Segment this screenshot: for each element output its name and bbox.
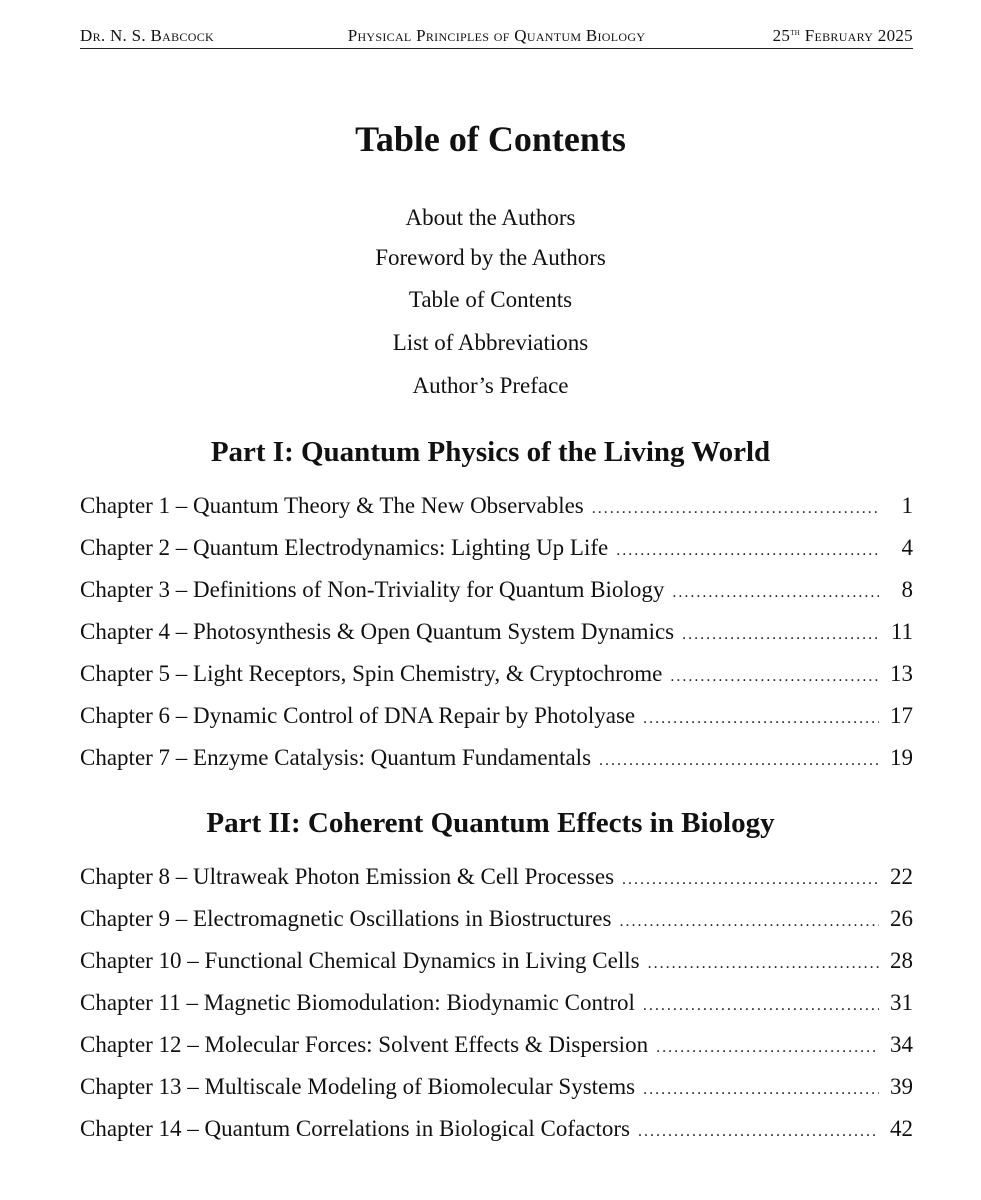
header-date-suffix: th bbox=[790, 27, 801, 38]
toc-entry[interactable] bbox=[80, 990, 913, 1018]
chapter-label: Chapter 11 – Magnetic Biomodulation: Biodynamic Control bbox=[80, 990, 635, 1015]
chapter-label: Chapter 3 – Definitions of Non-Triviality for Quantum Biology bbox=[80, 577, 665, 602]
dot-leader bbox=[682, 626, 879, 644]
page-number: 34 bbox=[890, 1032, 913, 1057]
page-number: 13 bbox=[890, 661, 913, 686]
running-header bbox=[80, 26, 913, 49]
chapter-label: Chapter 12 – Molecular Forces: Solvent Effects & Dispersion bbox=[80, 1032, 649, 1057]
toc-entry[interactable] bbox=[80, 1032, 913, 1060]
header-author: Dr. N. S. Babcock bbox=[80, 26, 214, 45]
chapter-label: Chapter 10 – Functional Chemical Dynamics in Living Cells bbox=[80, 948, 640, 973]
chapter-label: Chapter 8 – Ultraweak Photon Emission & Cell Processes bbox=[80, 864, 615, 889]
page-number: 17 bbox=[890, 703, 913, 728]
toc-entry[interactable] bbox=[80, 577, 913, 605]
dot-leader bbox=[619, 913, 879, 931]
header-book-title: Physical Principles of Quantum Biology bbox=[347, 26, 646, 45]
toc-entry[interactable] bbox=[80, 1074, 913, 1102]
chapter-label: Chapter 13 – Multiscale Modeling of Biomolecular Systems bbox=[80, 1074, 636, 1099]
toc-entry[interactable] bbox=[80, 619, 913, 647]
toc-entry[interactable] bbox=[80, 906, 913, 934]
header-date-day: 25 bbox=[772, 26, 791, 45]
toc-entry[interactable] bbox=[80, 493, 913, 521]
dot-leader bbox=[643, 997, 879, 1015]
chapter-label: Chapter 4 – Photosynthesis & Open Quantum System Dynamics bbox=[80, 619, 675, 644]
dot-leader bbox=[622, 871, 879, 889]
page-number: 39 bbox=[890, 1074, 913, 1099]
page-number: 8 bbox=[901, 577, 913, 602]
toc-entry[interactable] bbox=[80, 1116, 913, 1144]
dot-leader bbox=[648, 955, 879, 973]
dot-leader bbox=[643, 710, 879, 728]
toc-entry[interactable] bbox=[80, 535, 913, 563]
chapter-label: Chapter 6 – Dynamic Control of DNA Repair by Photolyase bbox=[80, 703, 636, 728]
page-number: 31 bbox=[890, 990, 913, 1015]
front-matter-item[interactable]: Author’s Preface bbox=[412, 373, 569, 398]
front-matter-item[interactable]: About the Authors bbox=[405, 205, 576, 230]
dot-leader bbox=[643, 1081, 879, 1099]
dot-leader bbox=[638, 1123, 879, 1141]
front-matter-item[interactable]: Table of Contents bbox=[408, 287, 573, 312]
page-number: 42 bbox=[890, 1116, 913, 1141]
toc-title: Table of Contents bbox=[355, 119, 626, 159]
chapter-label: Chapter 14 – Quantum Correlations in Biological Cofactors bbox=[80, 1116, 630, 1141]
header-date-rest: February 2025 bbox=[804, 26, 913, 45]
page-number: 19 bbox=[890, 745, 913, 770]
dot-leader bbox=[670, 668, 879, 686]
toc-entry[interactable] bbox=[80, 745, 913, 773]
toc-entry[interactable] bbox=[80, 948, 913, 976]
chapter-label: Chapter 1 – Quantum Theory & The New Observables bbox=[80, 493, 584, 518]
page-number: 11 bbox=[890, 619, 913, 644]
page-number: 4 bbox=[901, 535, 913, 560]
page-number: 22 bbox=[890, 864, 913, 889]
part-1-title: Part I: Quantum Physics of the Living World bbox=[210, 436, 771, 468]
chapter-label: Chapter 9 – Electromagnetic Oscillations in Biostructures bbox=[80, 906, 612, 931]
front-matter-item[interactable]: Foreword by the Authors bbox=[375, 245, 606, 270]
dot-leader bbox=[672, 584, 879, 602]
page-number: 26 bbox=[890, 906, 913, 931]
toc-entry[interactable] bbox=[80, 703, 913, 731]
dot-leader bbox=[616, 542, 879, 560]
toc-entry[interactable] bbox=[80, 661, 913, 689]
dot-leader bbox=[599, 752, 879, 770]
chapter-label: Chapter 5 – Light Receptors, Spin Chemistry, & Cryptochrome bbox=[80, 661, 663, 686]
header-date bbox=[773, 26, 913, 46]
front-matter-item[interactable]: List of Abbreviations bbox=[392, 330, 589, 355]
chapter-label: Chapter 7 – Enzyme Catalysis: Quantum Fundamentals bbox=[80, 745, 592, 770]
page-number: 1 bbox=[901, 493, 913, 518]
toc-entry[interactable] bbox=[80, 864, 913, 892]
dot-leader bbox=[592, 500, 879, 518]
part-2-title: Part II: Coherent Quantum Effects in Biology bbox=[206, 807, 775, 839]
page-number: 28 bbox=[890, 948, 913, 973]
dot-leader bbox=[656, 1039, 879, 1057]
chapter-label: Chapter 2 – Quantum Electrodynamics: Lighting Up Life bbox=[80, 535, 609, 560]
